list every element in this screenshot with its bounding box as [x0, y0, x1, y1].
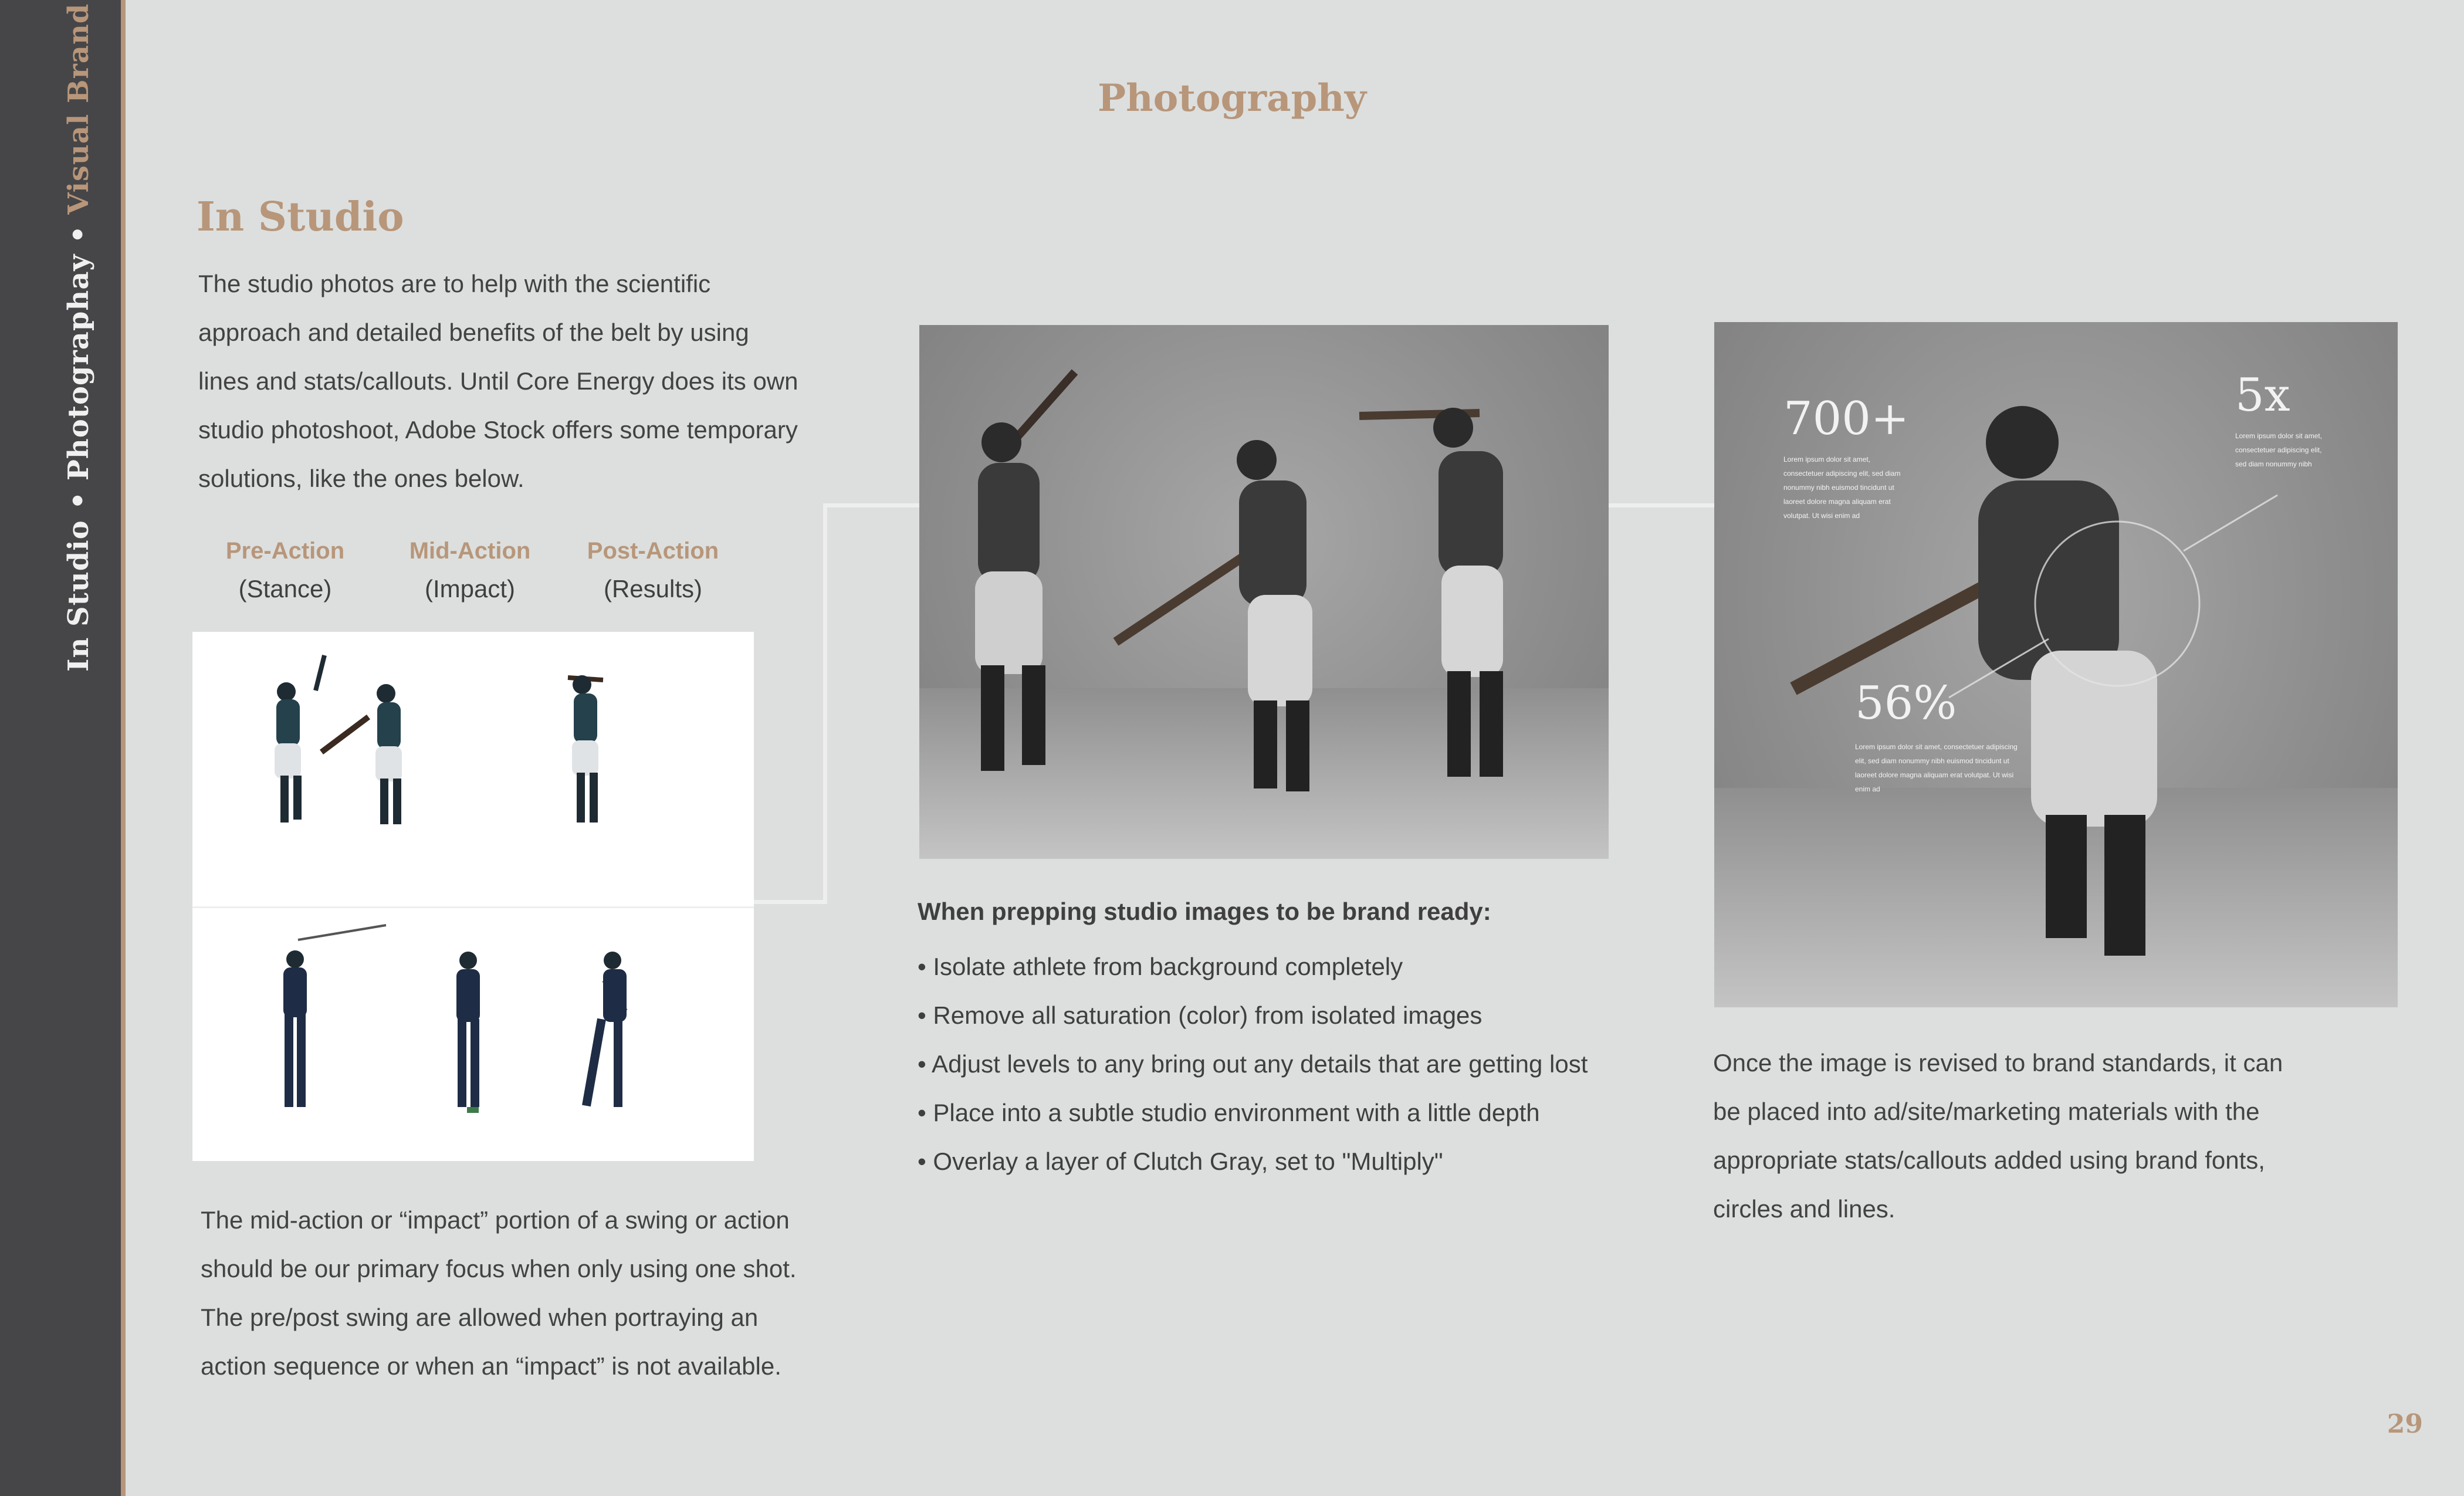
phase-label: Mid-Action — [409, 538, 531, 564]
batter-sequence-figures — [919, 325, 1609, 859]
callout-line — [2184, 495, 2277, 551]
studio-sequence-photo — [919, 325, 1609, 859]
phase-sublabel: (Stance) — [238, 575, 332, 603]
connector-line — [823, 503, 919, 507]
connector-line — [1609, 503, 1714, 507]
midaction-line: The pre/post swing are allowed when portraying an — [201, 1304, 759, 1331]
intro-line: The studio photos are to help with the scientific — [198, 270, 711, 297]
batter-follow-through-figure — [1359, 408, 1503, 777]
prep-checklist — [918, 894, 1680, 1186]
athlete-silhouettes — [192, 632, 754, 1161]
checklist-item: • Overlay a layer of Clutch Gray, set to "Multiply" — [918, 1148, 1443, 1175]
summary-line: appropriate stats/callouts added using brand fonts, — [1713, 1146, 2265, 1174]
stat-description: Lorem ipsum dolor sit amet, consectetuer adipiscing elit, sed diam nonummy nibh euismod tincidunt ut laoreet dolore magna aliquam erat volutpat. Ut wisi enim ad — [1855, 743, 2018, 793]
stat-description: Lorem ipsum dolor sit amet, consectetuer adipiscing elit, sed diam nonummy nibh — [2235, 432, 2323, 468]
intro-line: solutions, like the ones below. — [198, 465, 524, 492]
batter-impact-figure — [321, 684, 402, 824]
phase-sublabel: (Results) — [603, 575, 703, 603]
sidebar — [0, 0, 126, 1496]
midaction-line: action sequence or when an “impact” is not available. — [201, 1352, 781, 1380]
summary-paragraph — [1713, 1038, 2358, 1233]
checklist-item: • Place into a subtle studio environment with a little depth — [918, 1099, 1540, 1126]
intro-line: studio photoshoot, Adobe Stock offers some temporary — [198, 416, 798, 444]
phase-label: Post-Action — [587, 538, 719, 564]
midaction-line: The mid-action or “impact” portion of a swing or action — [201, 1206, 790, 1234]
stat-value: 5x — [2235, 369, 2290, 422]
phase-pre-action — [215, 533, 356, 610]
stat-value: 56% — [1855, 677, 1957, 730]
midaction-line: should be our primary focus when only using one shot. — [201, 1255, 797, 1282]
intro-line: approach and detailed benefits of the belt by using — [198, 319, 749, 346]
checklist-item: • Isolate athlete from background completely — [918, 953, 1403, 980]
panel-divider — [192, 906, 754, 908]
batter-stance-figure — [975, 372, 1075, 771]
phase-post-action — [583, 533, 723, 610]
summary-line: be placed into ad/site/marketing materials with the — [1713, 1098, 2260, 1125]
summary-line: circles and lines. — [1713, 1195, 1896, 1223]
checklist-item: • Adjust levels to any bring out any details that are getting lost — [918, 1050, 1588, 1078]
checklist-heading: When prepping studio images to be brand ready: — [918, 898, 1491, 925]
sidebar-breadcrumb-section: Visual Brand — [62, 3, 95, 215]
stat-value: 700+ — [1783, 392, 1910, 445]
batter-follow-through-figure — [568, 675, 603, 823]
midaction-paragraph — [201, 1196, 852, 1390]
phase-mid-action — [400, 533, 540, 610]
connector-line — [823, 503, 827, 904]
golfer-follow-through-figure — [582, 952, 627, 1107]
summary-line: Once the image is revised to brand standards, it can — [1713, 1049, 2283, 1077]
checklist-item: • Remove all saturation (color) from isolated images — [918, 1001, 1483, 1029]
batter-stance-figure — [275, 655, 324, 823]
phase-label: Pre-Action — [225, 538, 345, 564]
page-title: Photography — [1098, 76, 1366, 120]
golfer-impact-figure — [456, 952, 480, 1113]
intro-paragraph — [198, 259, 855, 503]
phase-sublabel: (Impact) — [424, 575, 515, 603]
sidebar-breadcrumb — [62, 3, 95, 672]
batter-impact-figure — [1116, 440, 1312, 791]
sidebar-breadcrumb-path: In Studio • Photographay • — [62, 214, 95, 672]
action-sequence-panel — [192, 632, 754, 1161]
intro-line: lines and stats/callouts. Until Core Energy does its own — [198, 367, 798, 395]
branded-stats-photo — [1714, 322, 2398, 1007]
connector-line — [754, 900, 827, 904]
golfer-backswing-figure — [283, 925, 386, 1107]
page-number: 29 — [2387, 1409, 2423, 1439]
section-title: In Studio — [197, 194, 404, 241]
stat-description: Lorem ipsum dolor sit amet, consectetuer adipiscing elit, sed diam nonummy nibh euismod tincidunt ut laoreet dolore magna aliquam erat volutpat. Ut wisi enim ad — [1783, 455, 1901, 520]
